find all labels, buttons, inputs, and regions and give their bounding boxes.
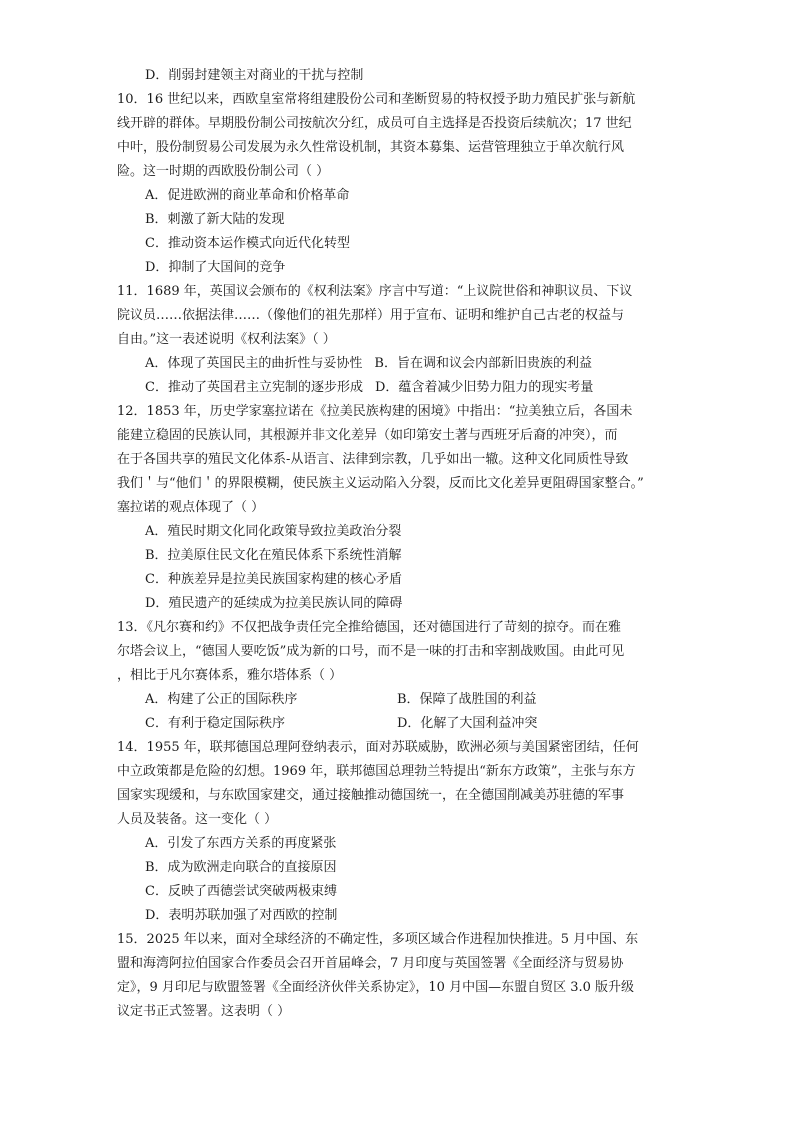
q13-option-c: C．有利于稳定国际秩序 [145, 716, 285, 731]
question-10 [117, 88, 677, 280]
q14-option-a: A．引发了东西方关系的再度紧张 [145, 836, 337, 851]
q14-option-c: C．反映了西德尝试突破两极束缚 [145, 884, 337, 899]
q10-stem-line: 线开辟的群体。早期股份制公司按航次分红，成员可自主选择是否投资后续航次；17 世纪 [117, 116, 632, 131]
q11-option-d: D．蕴含着减少旧势力阻力的现实考量 [374, 380, 594, 395]
question-13 [117, 616, 677, 736]
q10-stem-line: 中叶，股份制贸易公司发展为永久性常设机制，其资本募集、运营管理独立于单次航行风 [117, 140, 625, 155]
q15-stem-line: 议定书正式签署。这表明（ ） [117, 1004, 291, 1019]
q10-option-c: C．推动资本运作模式向近代化转型 [145, 236, 350, 251]
q14-stem-line: 国家实现缓和，与东欧国家建交，通过接触推动德国统一，在全德国削减美苏驻德的军事 [117, 788, 625, 803]
q13-option-b: B．保障了战胜国的利益 [397, 692, 537, 707]
q14-option-b: B．成为欧洲走向联合的直接原因 [145, 860, 337, 875]
q14-option-d: D．表明苏联加强了对西欧的控制 [145, 908, 338, 923]
q10-stem-line: 10．16 世纪以来，西欧皇室常将组建股份公司和垄断贸易的特权授予助力殖民扩张与新航 [117, 92, 636, 107]
q11-options-row [117, 376, 677, 400]
q12-stem-line: 能建立稳固的民族认同，其根源并非文化差异（如印第安土著与西班牙后裔的冲突），而 [117, 428, 618, 443]
q13-option-d: D．化解了大国利益冲突 [397, 716, 538, 731]
q13-options-row [117, 688, 677, 712]
q11-stem-line: 11．1689 年，英国议会颁布的《权利法案》序言中写道：“上议院世俗和神职议员、下议 [117, 284, 633, 299]
q11-option-a: A．体现了英国民主的曲折性与妥协性 [145, 356, 363, 371]
q11-options-row [117, 352, 677, 376]
q12-option-a: A．殖民时期文化同化政策导致拉美政治分裂 [145, 524, 402, 539]
q13-option-a: A．构建了公正的国际秩序 [145, 692, 298, 707]
q12-option-d: D．殖民遗产的延续成为拉美民族认同的障碍 [145, 596, 403, 611]
q10-option-d: D．抑制了大国间的竞争 [145, 260, 286, 275]
q12-stem-line: 12．1853 年，历史学家塞拉诺在《拉美民族构建的困境》中指出：“拉美独立后，各国未 [117, 404, 633, 419]
question-15 [117, 928, 677, 1024]
q10-option-a: A．促进欧洲的商业革命和价格革命 [145, 188, 350, 203]
q13-options-row [117, 712, 677, 736]
q14-stem-line: 14．1955 年，联邦德国总理阿登纳表示，面对苏联威胁，欧洲必须与美国紧密团结，任何 [117, 740, 639, 755]
q14-stem-line: 中立政策都是危险的幻想。1969 年，联邦德国总理勃兰特提出“新东方政策”，主张与东方 [117, 764, 636, 779]
question-14 [117, 736, 677, 928]
q12-option-c: C．种族差异是拉美民族国家构建的核心矛盾 [145, 572, 402, 587]
q15-stem-line: 盟和海湾阿拉伯国家合作委员会召开首届峰会，7 月印度与英国签署《全面经济与贸易协 [117, 956, 624, 971]
q12-option-b: B．拉美原住民文化在殖民体系下系统性消解 [145, 548, 402, 563]
q12-stem-line: 塞拉诺的观点体现了（ ） [117, 500, 265, 515]
q10-option-b: B．刺激了新大陆的发现 [145, 212, 285, 227]
q11-stem-line: 自由。”这一表述说明《权利法案》（ ） [117, 332, 336, 347]
q11-option-c: C．推动了英国君主立宪制的逐步形成 [145, 380, 363, 395]
q11-option-b: B．旨在调和议会内部新旧贵族的利益 [374, 356, 592, 371]
question-list [117, 64, 677, 1024]
question-11 [117, 280, 677, 400]
q14-stem-line: 人员及装备。这一变化（ ） [117, 812, 278, 827]
q13-stem-line: 尔塔会议上，“德国人要吃饭”成为新的口号，而不是一味的打击和宰割战败国。由此可见 [117, 644, 625, 659]
q12-stem-line: 在于各国共享的殖民文化体系-从语言、法律到宗教，几乎如出一辙。这种文化同质性导致 [117, 452, 629, 467]
q11-stem-line: 院议员……依据法律……（像他们的祖先那样）用于宣布、证明和维护自己古老的权益与 [117, 308, 625, 323]
q15-stem-line: 定》，9 月印尼与欧盟签署《全面经济伙伴关系协定》，10 月中国—东盟自贸区 3.0 版升级 [117, 980, 635, 995]
q13-stem-line: 13．《凡尔赛和约》不仅把战争责任完全推给德国，还对德国进行了苛刻的掠夺。而在雅 [117, 620, 622, 635]
q10-stem-line: 险。这一时期的西欧股份制公司（ ） [117, 164, 330, 179]
q12-stem-line: 我们＇与“他们＇的界限模糊，使民族主义运动陷入分裂，反而比文化差异更阻碍国家整合。” [117, 476, 644, 491]
q9-option-d: D．削弱封建领主对商业的干扰与控制 [145, 68, 364, 83]
q15-stem-line: 15．2025 年以来，面对全球经济的不确定性，多项区域合作进程加快推进。5 月中国、东 [117, 932, 639, 947]
question-12 [117, 400, 677, 616]
q13-stem-line: ，相比于凡尔赛体系，雅尔塔体系（ ） [117, 668, 343, 683]
